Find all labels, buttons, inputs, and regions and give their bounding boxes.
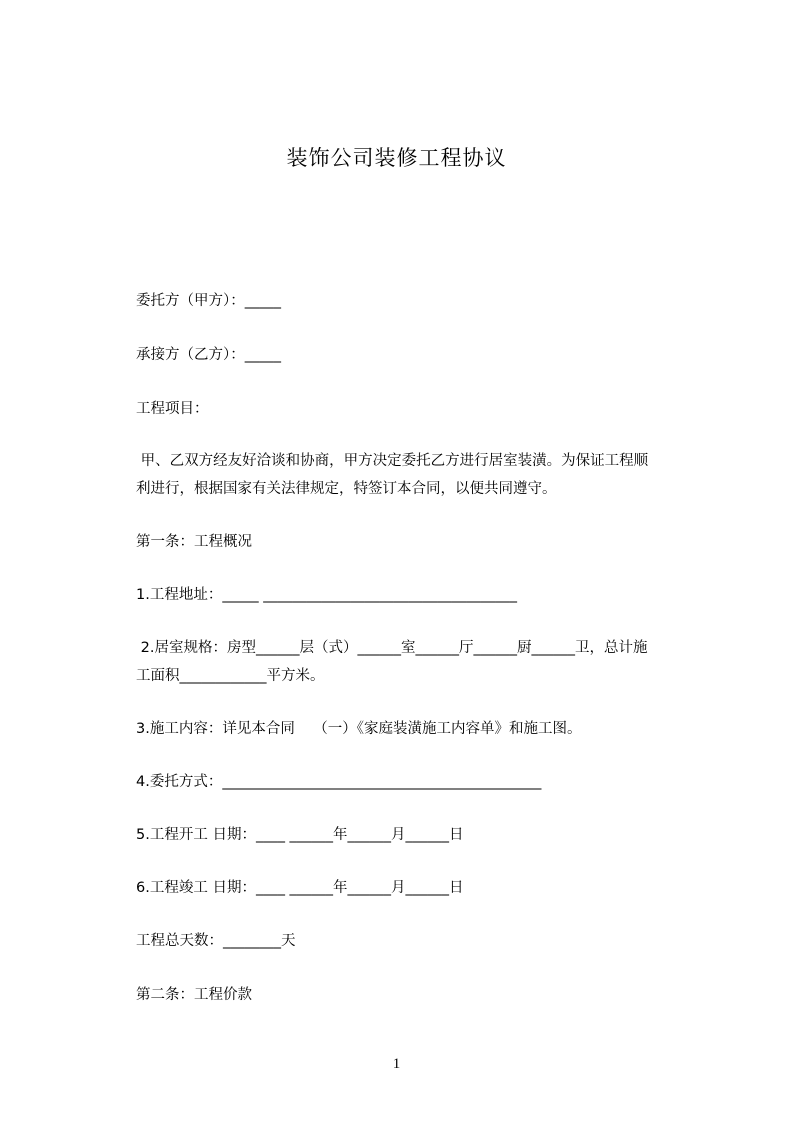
article-2-heading: 第二条：工程价款 xyxy=(136,987,252,1003)
total-days-line: 工程总天数：________天 xyxy=(136,933,296,949)
document-title: 装饰公司装修工程协议 xyxy=(286,146,507,170)
intro-line-2: 利进行，根据国家有关法律规定，特签订本合同，以便共同遵守。 xyxy=(136,481,557,497)
address-line: 1.工程地址：_____ ___________________________________ xyxy=(136,587,517,603)
project-line: 工程项目： xyxy=(136,401,209,417)
intro-line-1: 甲、乙双方经友好洽谈和协商，甲方决定委托乙方进行居室装潢。为保证工程顺 xyxy=(136,453,649,469)
method-line: 4.委托方式：____________________________________________ xyxy=(136,774,542,790)
article-1-heading: 第一条：工程概况 xyxy=(136,534,252,550)
spec-line-1: 2.居室规格：房型______层（式）______室______厅______厨______卫，总计施 xyxy=(136,640,648,656)
page-number: 1 xyxy=(392,1056,401,1072)
client-line: 委托方（甲方）：_____ xyxy=(136,293,281,309)
start-date-line: 5.工程开工 日期：____ ______年______月______日 xyxy=(136,827,464,843)
spec-line-2: 工面积____________平方米。 xyxy=(136,668,325,684)
finish-date-line: 6.工程竣工 日期：____ ______年______月______日 xyxy=(136,880,464,896)
contractor-line: 承接方（乙方）：_____ xyxy=(136,347,281,363)
content-line: 3.施工内容：详见本合同 （一）《家庭装潢施工内容单》和施工图。 xyxy=(136,721,582,737)
